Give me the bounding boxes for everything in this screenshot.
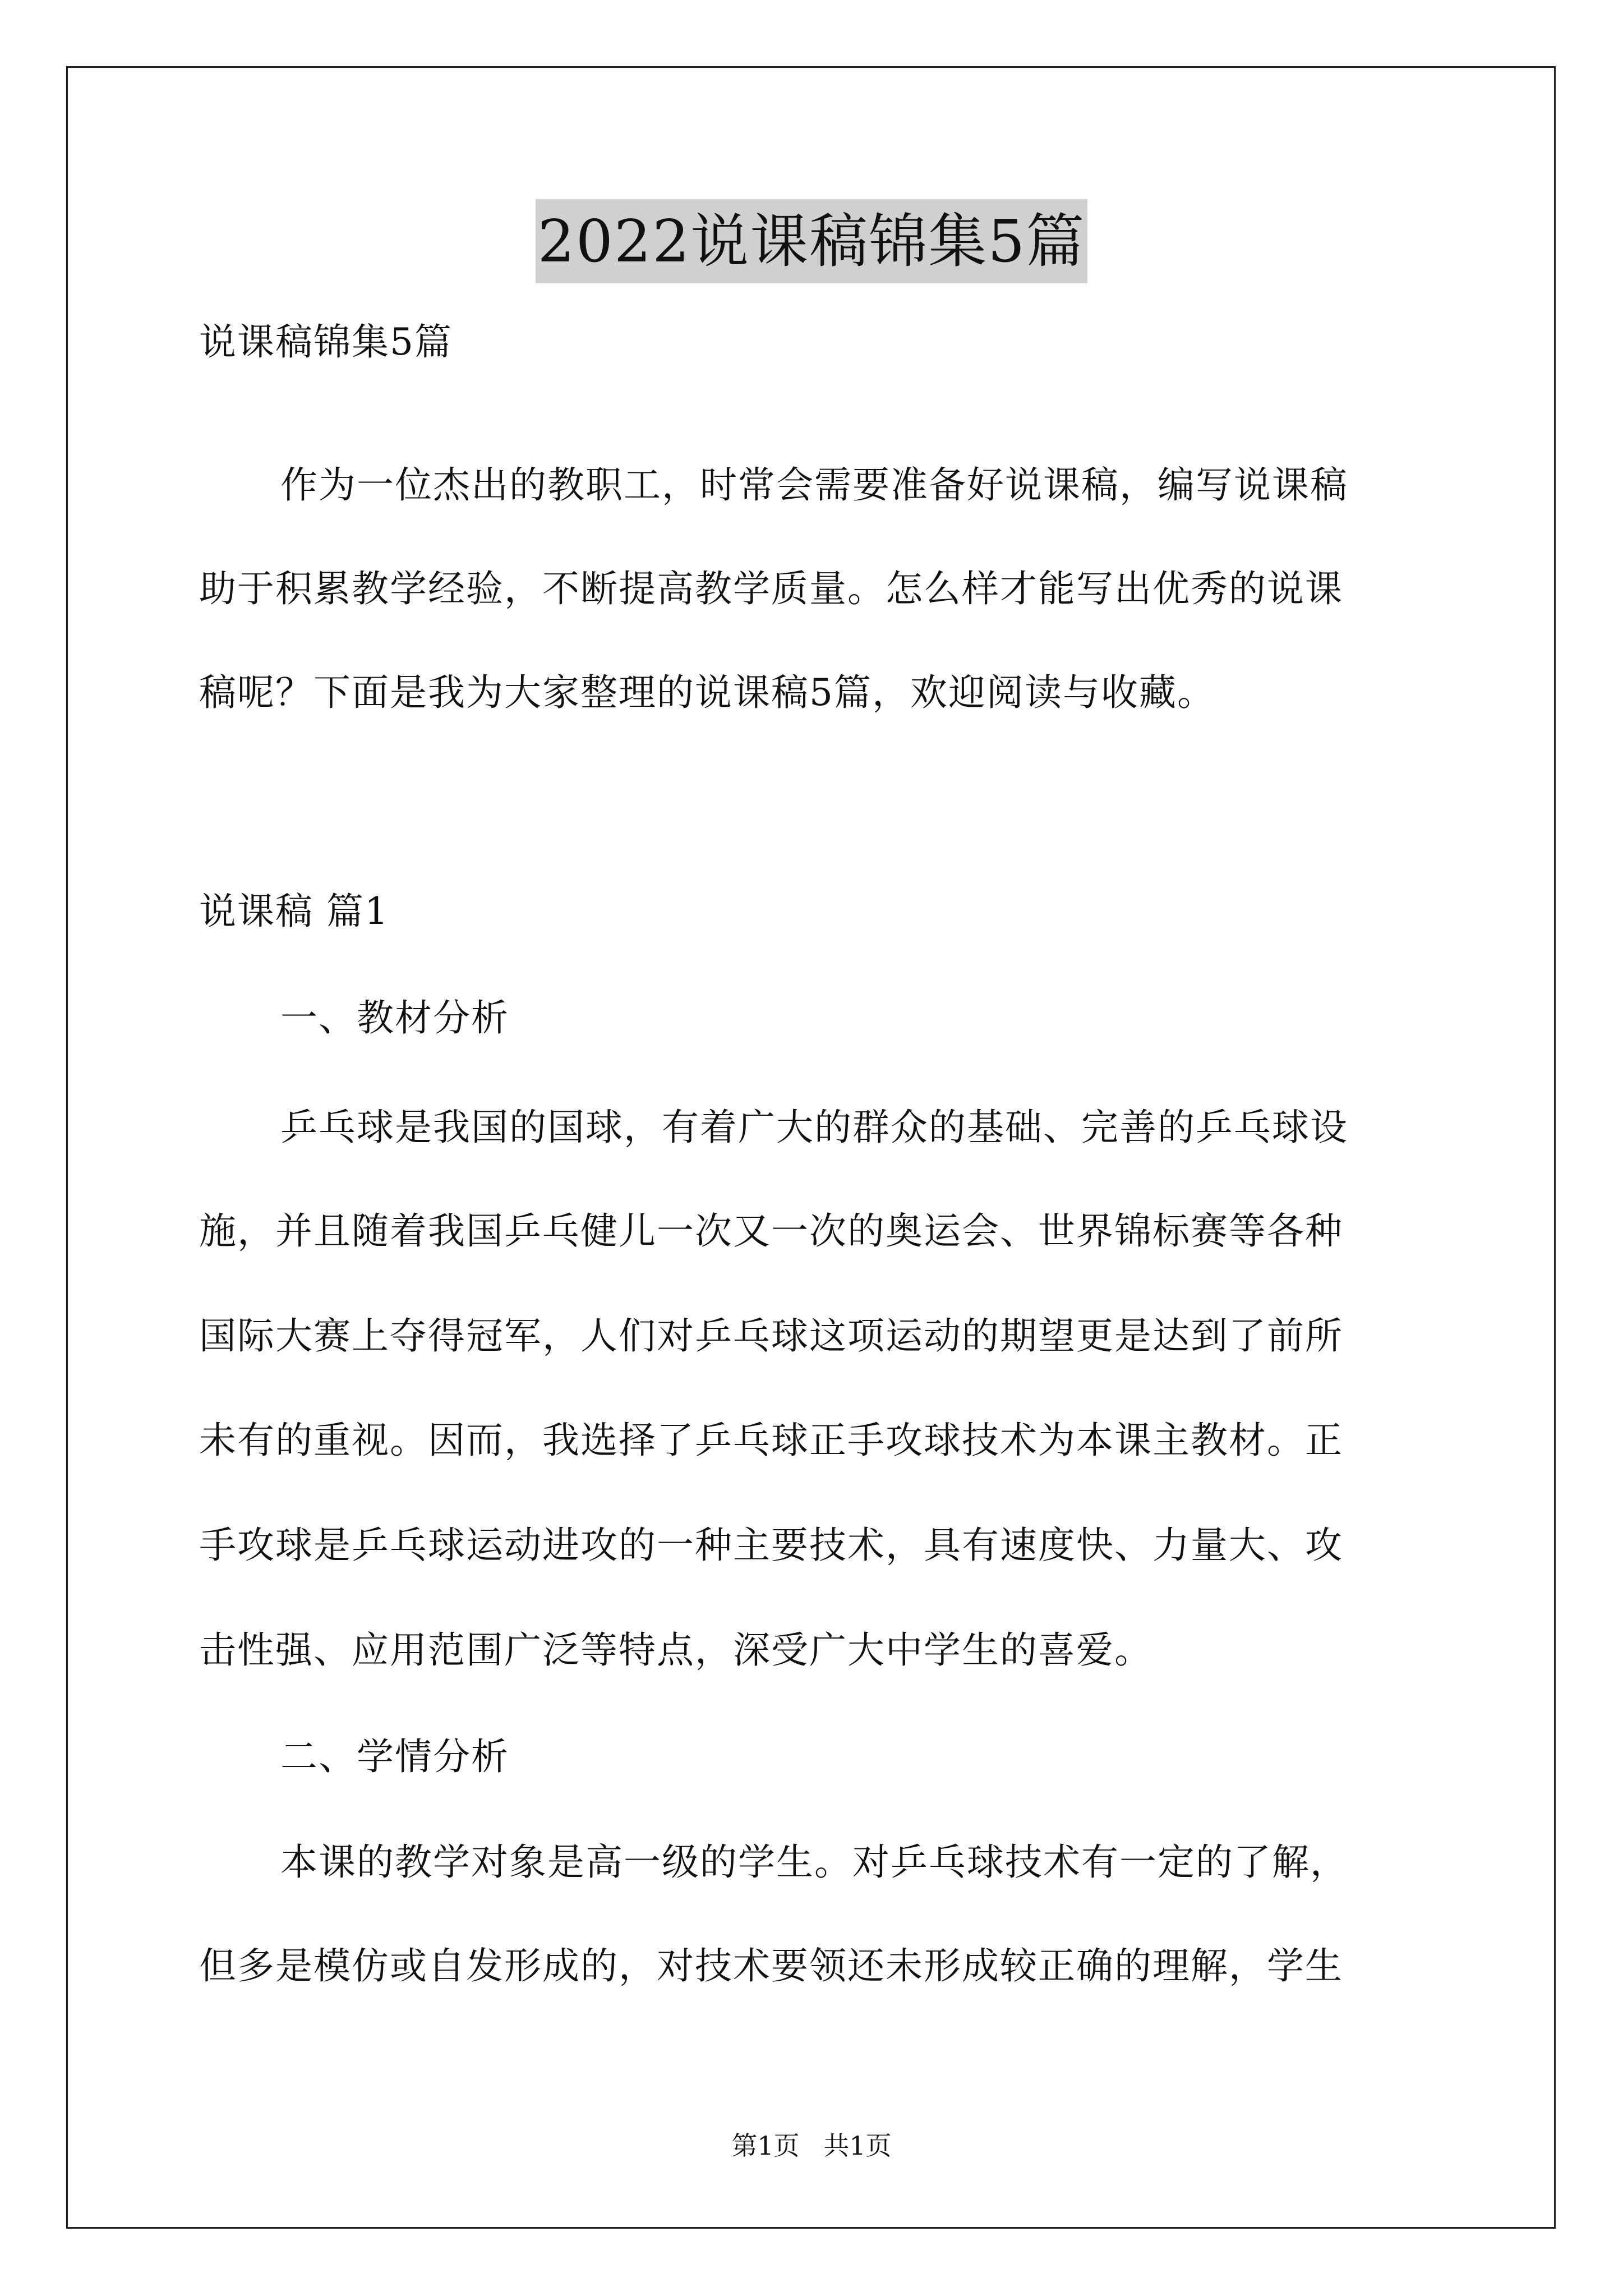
paragraph-2-line-1: 本课的教学对象是高一级的学生。对乒乓球技术有一定的了解， — [280, 1841, 1348, 1884]
document-title: 2022说课稿锦集5篇 — [536, 199, 1088, 283]
page-total: 共1页 — [823, 2131, 892, 2161]
subtitle: 说课稿锦集5篇 — [199, 320, 453, 364]
paragraph-1-line-1: 乒乓球是我国的国球，有着广大的群众的基础、完善的乒乓球设 — [280, 1106, 1348, 1149]
paragraph-1-line-4: 未有的重视。因而，我选择了乒乓球正手攻球技术为本课主教材。正 — [199, 1419, 1343, 1462]
paragraph-1-line-2: 施，并且随着我国乒乓健儿一次又一次的奥运会、世界锦标赛等各种 — [199, 1209, 1343, 1253]
paragraph-1-line-6: 击性强、应用范围广泛等特点，深受广大中学生的喜爱。 — [199, 1628, 1152, 1672]
paragraph-1-line-5: 手攻球是乒乓球运动进攻的一种主要技术，具有速度快、力量大、攻 — [199, 1524, 1343, 1567]
intro-line-1: 作为一位杰出的教职工，时常会需要准备好说课稿，编写说课稿 — [280, 463, 1348, 507]
subsection-heading-1: 一、教材分析 — [280, 996, 509, 1039]
page-number: 第1页 — [731, 2131, 800, 2161]
paragraph-2-line-2: 但多是模仿或自发形成的，对技术要领还未形成较正确的理解，学生 — [199, 1944, 1343, 1987]
paragraph-1-line-3: 国际大赛上夺得冠军，人们对乒乓球这项运动的期望更是达到了前所 — [199, 1314, 1343, 1358]
intro-line-2: 助于积累教学经验，不断提高教学质量。怎么样才能写出优秀的说课 — [199, 567, 1343, 610]
intro-line-3: 稿呢？下面是我为大家整理的说课稿5篇，欢迎阅读与收藏。 — [199, 671, 1215, 714]
page-footer — [0, 2129, 1623, 2162]
title-container — [0, 199, 1623, 283]
subsection-heading-2: 二、学情分析 — [280, 1735, 509, 1778]
section-heading: 说课稿 篇1 — [199, 890, 389, 933]
